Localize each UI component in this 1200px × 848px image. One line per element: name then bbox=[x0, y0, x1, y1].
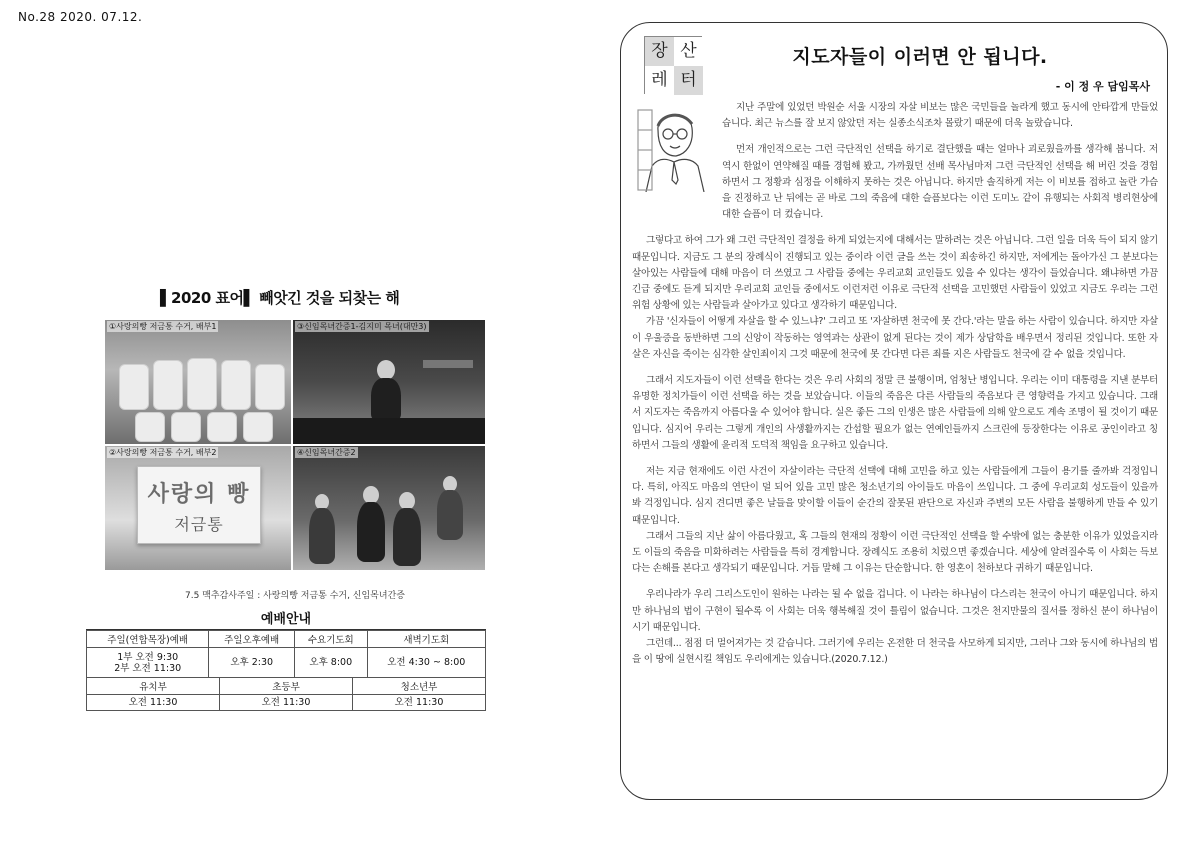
bank-box bbox=[135, 412, 165, 442]
bank-box bbox=[153, 360, 183, 410]
photo-caption-1: ①사랑의빵 저금통 수거, 배부1 bbox=[109, 322, 217, 331]
badge-char: 터 bbox=[674, 66, 703, 95]
bank-box bbox=[207, 412, 237, 442]
kindergarten-time: 오전 11:30 bbox=[87, 695, 220, 711]
col-header: 유치부 bbox=[87, 678, 220, 695]
letter-body bbox=[632, 100, 1158, 669]
letter-paragraph: 그래서 지도자들이 이런 선택을 한다는 것은 우리 사회의 정말 큰 불행이며, 엄청난 병입니다. 우리는 이미 대통령을 지낸 분부터 유명한 정치가들이 이런 선택을 하는 것을 보았습니다. 이들의 죽음은 다른 사람들의 죽음보다 큰 영향력을 가지고 있습니다. 그래서 지도자는 죽음까지 아름다울 수 있어야 합니다. 실은 좋든 그의 인생은 많은 사람들에 의해 앞으로도 계속 조명이 될 것이기 때문입니다. 심지어 우리는 그렇게 개인의 사생활까지는 간섭할 필요가 없는 연예인들까지 스크린에 등장한다는 이유로 공인이라고 칭하면서 그들의 생활에 윤리적 도덕적 책임을 요구하고 있습니다. bbox=[632, 375, 1158, 451]
badge-char: 산 bbox=[674, 37, 703, 66]
worship-guide-title: 예배안내 bbox=[86, 608, 486, 630]
badge-char: 레 bbox=[645, 66, 674, 95]
photo-testimony-1 bbox=[293, 320, 485, 444]
second-service-time: 2부 오전 11:30 bbox=[114, 662, 182, 674]
letter-paragraph: 지난 주말에 있었던 박원순 서울 시장의 자살 비보는 많은 국민들을 놀라게 했고 동시에 안타깝게 만들었습니다. 최근 뉴스를 잘 보지 않았던 저는 실종소식조차 몰랐기 때문에 더욱 놀랐습니다. bbox=[722, 102, 1158, 130]
letter-paragraph: 가끔 '신자들이 어떻게 자살을 할 수 있느냐?' 그리고 또 '자살하면 천국에 못 간다.'라는 말을 하는 사람이 있습니다. 하지만 자살이 우울증을 동반하면 그의 신앙이 작동하는 영역과는 상관이 없게 된다는 것이 제가 상담학을 배우면서 정리된 것입니다. 또한 자살은 자신을 죽이는 심각한 살인죄이지 그것 때문에 천국에 못 간다면 다른 죄를 지은 사람들도 천국에 갈 수 없을 것입니다. bbox=[632, 316, 1158, 360]
bank-box bbox=[171, 412, 201, 442]
podium bbox=[423, 360, 473, 368]
sign-line-2: 저금통 bbox=[174, 515, 224, 534]
photo-section-caption: 7.5 맥추감사주일 : 사랑의빵 저금통 수거, 신임목녀간증 bbox=[185, 591, 405, 601]
dawn-prayer-time: 오전 4:30 ~ 8:00 bbox=[367, 648, 485, 678]
letter-paragraph: 그래서 그들의 지난 삶이 아름다웠고, 혹 그들의 현재의 정황이 이런 극단적인 선택을 할 수밖에 없는 충분한 이유가 있었을지라도 이들의 죽음을 미화하려는 사람들을 특히 경계합니다. 장례식도 조용히 치렀으면 좋겠습니다. 세상에 알려질수록 이 사회는 득보다는 손해를 본다고 생각되기 때문입니다. 거듭 말해 그 이유는 단순합니다. 한 영혼이 천하보다 귀하기 때문입니다. bbox=[632, 530, 1158, 575]
speaker-head bbox=[377, 360, 395, 380]
worship-guide bbox=[86, 608, 486, 711]
letter-paragraph: 그렇다고 하여 그가 왜 그런 극단적인 결정을 하게 되었는지에 대해서는 말하려는 것은 아닙니다. 그런 일을 더욱 득이 되지 않기 때문입니다. 지금도 그 분의 장례식이 진행되고 있는 중이라 이런 글을 쓰는 것이 죄송하긴 하지만, 저에게는 돌아가신 그 분보다는 살아있는 사람들에 대해 마음이 더 쓰였고 그 사람들 중에는 우리교회 교인들도 있을 수 있다는 생각이 들었습니다. 왜냐하면 가끔 긴급 중에도 듣게 되지만 우리교회 교인들 중에서도 이런저런 이유로 극단적 선택을 고민했던 사람들이 있었고 지금도 우리는 그런 위험 상황에 있는 사람들과 살아가고 있다고 생각하기 때문입니다. bbox=[632, 235, 1158, 312]
col-header: 청소년부 bbox=[353, 678, 486, 695]
bank-box bbox=[221, 360, 251, 410]
issue-number: No.28 2020. 07.12. bbox=[18, 10, 143, 24]
sign-line-1: 사랑의 빵 bbox=[147, 482, 251, 507]
youth-time: 오전 11:30 bbox=[353, 695, 486, 711]
letter-paragraph: 저는 지금 현재에도 이런 사건이 자살이라는 극단적 선택에 대해 고민을 하고 있는 사람들에게 그들이 용기를 줄까봐 걱정입니다. 특히, 아직도 마음의 연단이 덜 되어 있을 고민 많은 청소년기의 아이들도 마음이 쓰입니다. 그 중에 우리교회 성도들이 있을까봐 걱정입니다. 심지 견디면 좋은 날들을 맞이할 이들이 순간의 잘못된 판단으로 자신과 주변의 모든 사람을 불행하게 만들 수 있기 때문입니다. bbox=[632, 466, 1158, 526]
speaker-figure bbox=[371, 378, 401, 422]
person-figure bbox=[437, 490, 463, 540]
audience-silhouette bbox=[293, 418, 485, 444]
letter-paragraph: 우리나라가 우리 그리스도인이 원하는 나라는 될 수 없을 겁니다. 이 나라는 하나님이 다스리는 천국이 아니기 때문입니다. 하지만 하나님의 법이 구현이 될수록 이 사회는 더욱 행복해질 것이 틀림이 없습니다. 그것은 천지만물의 질서를 정하신 분이 하나님이시기 때문입니다. bbox=[632, 589, 1158, 633]
column-badge bbox=[644, 36, 702, 94]
letter-paragraph: 먼저 개인적으로는 그런 극단적인 선택을 하기로 결단했을 때는 얼마나 괴로웠을까를 생각해 봅니다. 저 역시 한없이 연약해질 때를 경험해 봤고, 가까웠던 선배 목사님마저 그런 극단적인 선택을 해 버린 것을 경험하면서 그 정황과 심정을 이해하지 못하는 것은 아닙니다. 하지만 솔직하게 저는 이 비보를 접하고 놀란 가슴을 진정하고 난 뒤에는 곧 바로 그의 죽음에 대한 슬픔보다는 이런 도미노 같이 유행되는 사회적 병리현상에 대한 슬픔이 더 컸습니다. bbox=[722, 144, 1158, 221]
photo-bread-bank-collection-1 bbox=[105, 320, 291, 444]
photo-grid bbox=[105, 320, 485, 570]
afternoon-service-time: 오후 2:30 bbox=[209, 648, 295, 678]
letter-author: - 이 정 우 담임목사 bbox=[1055, 80, 1150, 93]
wednesday-prayer-time: 오후 8:00 bbox=[295, 648, 368, 678]
person-figure bbox=[309, 508, 335, 564]
school-schedule-table bbox=[86, 677, 486, 711]
col-header: 수요기도회 bbox=[295, 631, 368, 648]
paragraph-gap bbox=[632, 577, 1158, 587]
col-header: 주일(연합목장)예배 bbox=[87, 631, 209, 648]
paragraph-gap bbox=[632, 363, 1158, 373]
bank-box bbox=[255, 364, 285, 410]
photo-caption-3: ②사랑의빵 저금통 수거, 배부2 bbox=[109, 448, 217, 457]
first-service-time: 1부 오전 9:30 bbox=[117, 651, 179, 663]
photo-testimony-2 bbox=[293, 446, 485, 570]
col-header: 초등부 bbox=[220, 678, 353, 695]
paragraph-gap bbox=[632, 454, 1158, 464]
bank-box bbox=[187, 358, 217, 410]
letter-title: 지도자들이 이러면 안 됩니다. bbox=[792, 46, 1048, 68]
col-header: 새벽기도회 bbox=[367, 631, 485, 648]
person-figure bbox=[357, 502, 385, 562]
paragraph-gap bbox=[632, 132, 1158, 142]
year-motto: ▌2020 표어▌ 빼앗긴 것을 되찾는 해 bbox=[160, 289, 400, 307]
sunday-service-times bbox=[87, 648, 209, 678]
bank-box bbox=[119, 364, 149, 410]
photo-caption-2: ③신임목녀간증1-김지미 목녀(대만3) bbox=[297, 322, 427, 331]
letter-paragraph: 그런데... 점점 더 멀어져가는 것 같습니다. 그러기에 우리는 온전한 더 천국을 사모하게 되지만, 그러나 그와 동시에 하나님의 법을 이 땅에 실현시킬 책임도 우리에게는 있습니다.(2020.7.12.) bbox=[632, 638, 1158, 666]
person-figure bbox=[393, 508, 421, 566]
photo-caption-4: ④신임목녀간증2 bbox=[297, 448, 356, 457]
bread-bank-sign bbox=[137, 466, 261, 544]
photo-bread-bank-collection-2 bbox=[105, 446, 291, 570]
paragraph-gap bbox=[632, 223, 1158, 233]
bank-box bbox=[243, 412, 273, 442]
col-header: 주일오후예배 bbox=[209, 631, 295, 648]
worship-schedule-table bbox=[86, 630, 486, 678]
elementary-time: 오전 11:30 bbox=[220, 695, 353, 711]
badge-char: 장 bbox=[645, 37, 674, 66]
